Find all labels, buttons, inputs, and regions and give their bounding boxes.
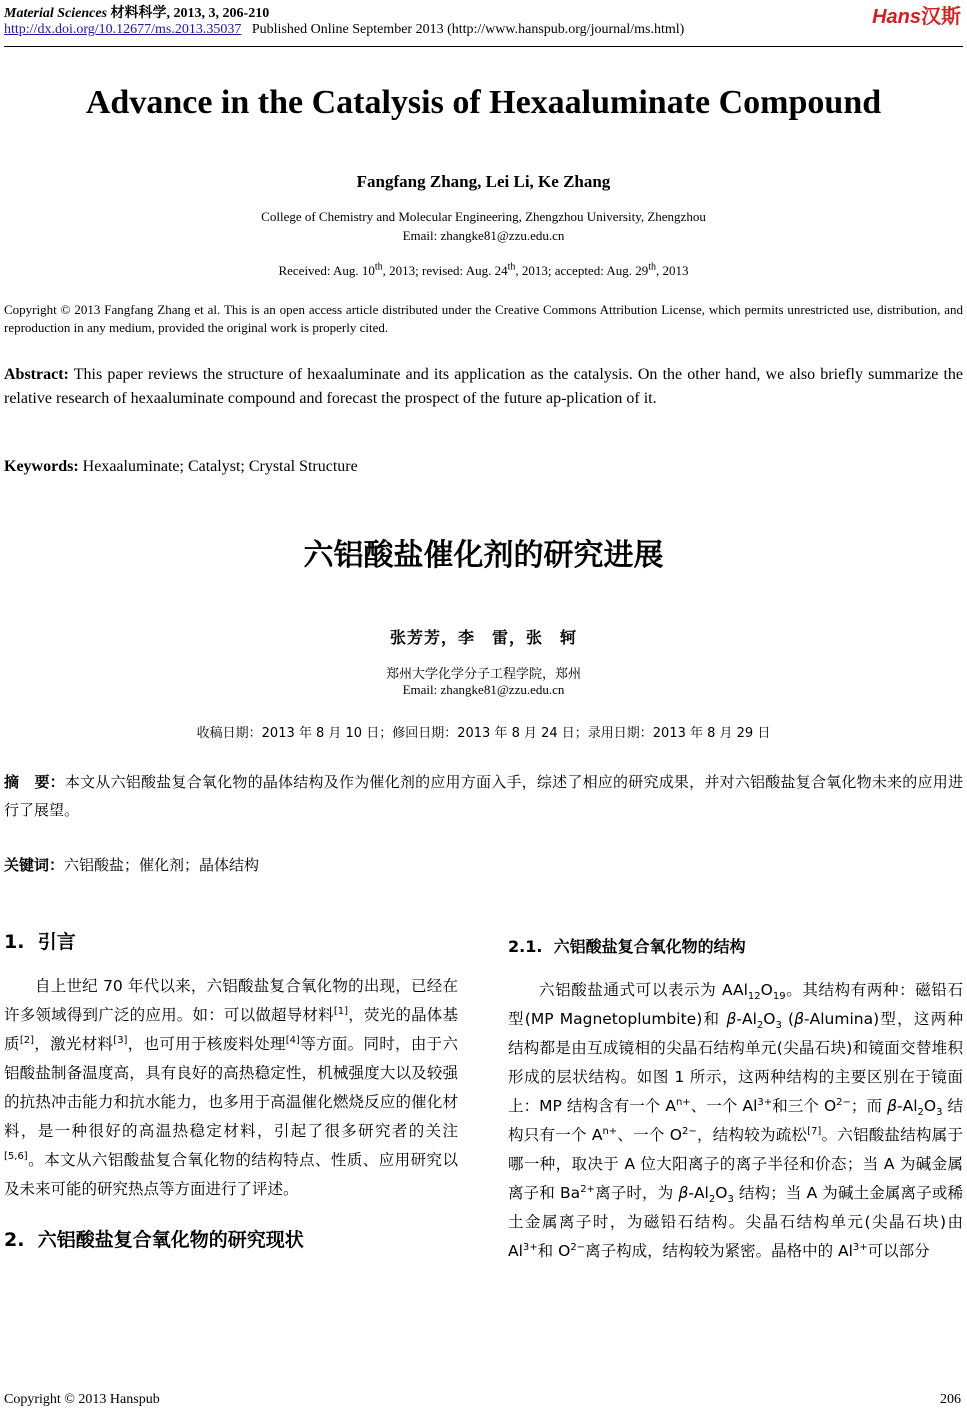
- keywords-en: [4, 455, 963, 479]
- doi-line: [4, 22, 684, 38]
- page-number: 206: [940, 1392, 961, 1407]
- section-2-1-heading: 2.1. 六铝酸盐复合氧化物的结构: [508, 937, 746, 956]
- abstract-text: This paper reviews the structure of hexaaluminate and its application as the catalysis. On the other hand, we also briefly summarize the relative research of hexaaluminate compound and forecast the prospect of the future ap-plication of it.: [4, 366, 963, 407]
- keywords-label: Keywords:: [4, 458, 79, 475]
- received-dates: Received: Aug. 10th, 2013; revised: Aug. 24th, 2013; accepted: Aug. 29th, 2013: [278, 261, 689, 278]
- section-1-heading: 1. 引言: [4, 931, 76, 953]
- section-2-heading: 2. 六铝酸盐复合氧化物的研究现状: [4, 1229, 304, 1251]
- journal-name-cn: 材料科学: [110, 5, 167, 21]
- title-cn: 六铝酸盐催化剂的研究进展: [303, 538, 664, 573]
- email-cn: Email: zhangke81@zzu.edu.cn: [402, 682, 565, 697]
- hans-logo: [872, 0, 961, 29]
- abstract-en: [4, 363, 963, 411]
- footer-copyright: Copyright © 2013 Hanspub: [4, 1392, 160, 1407]
- right-column: [508, 932, 963, 1266]
- logo-latin: Hans: [872, 6, 921, 28]
- left-column: [4, 928, 458, 1255]
- email-en: Email: zhangke81@zzu.edu.cn: [402, 228, 565, 243]
- keywords-cn: [4, 853, 963, 877]
- abstract-cn-text: 本文从六铝酸盐复合氧化物的晶体结构及作为催化剂的应用方面入手，综述了相应的研究成果，并对六铝酸盐复合氧化物未来的应用进行了展望。: [4, 773, 963, 819]
- title-en: Advance in the Catalysis of Hexaaluminate Compound: [85, 84, 882, 121]
- section-2-1-text: 六铝酸盐通式可以表示为 $AAl_{12}O_{19}$。其结构有两种：磁铅石型(MP Magnetoplumbite)和 $\beta-Al_2O_3$ (β-Alumina)型，这两种结构都是由互成镜相的尖晶石结构单元(尖晶石块)和镜面交替堆积形成的层状结构。如图 1 所示，这两种结构的主要区别在于镜面上：MP 结构含有一个 $A^{n+}$、一个 $Al^{3+}$和三个 $O^{2-}$；而 $\beta-Al_2O_3$ 结构只有一个 $A^{n+}$、一个 $O^{2-}$，结构较为疏松[7]。六铝酸盐结构属于哪一种，取决于 A 位大阳离子的离子半径和价态；当 A 为碱金属离子和 $Ba^{2+}$离子时，为 $\beta-Al_2O_3$ 结构；当 A 为碱土金属离子或稀土金属离子时，为磁铅石结构。尖晶石结构单元(尖晶石块)由 $Al^{3+}$和 $O^{2-}$离子构成，结构较为紧密。晶格中的 $Al^{3+}$可以部分: [508, 981, 964, 1260]
- authors-en: Fangfang Zhang, Lei Li, Ke Zhang: [356, 172, 611, 191]
- affiliation-en: College of Chemistry and Molecular Engineering, Zhengzhou University, Zhengzhou: [261, 209, 706, 224]
- logo-cn: 汉斯: [921, 6, 961, 28]
- header-rule: [4, 46, 963, 47]
- journal-header: [4, 2, 269, 22]
- dates-cn: 收稿日期：2013 年 8 月 10 日；修回日期：2013 年 8 月 24 日；录用日期：2013 年 8 月 29 日: [196, 726, 771, 741]
- doi-link[interactable]: http://dx.doi.org/10.12677/ms.2013.35037: [4, 22, 242, 37]
- authors-cn: 张芳芳，李 雷，张 轲: [389, 628, 577, 647]
- published-online: Published Online September 2013 (http://www.hanspub.org/journal/ms.html): [251, 22, 685, 37]
- abstract-cn: [4, 768, 963, 824]
- journal-name: Material Sciences: [4, 6, 108, 21]
- abstract-label: Abstract:: [4, 366, 69, 383]
- journal-citation: , 2013, 3, 206-210: [166, 6, 270, 21]
- abstract-cn-label: 摘 要：: [4, 773, 65, 791]
- keywords-text: Hexaaluminate; Catalyst; Crystal Structure: [78, 458, 358, 475]
- keywords-cn-text: 六铝酸盐；催化剂；晶体结构: [64, 856, 260, 874]
- section-1-text: 自上世纪 70 年代以来，六铝酸盐复合氧化物的出现，已经在许多领域得到广泛的应用。如：可以做超导材料[1]，荧光的晶体基质[2]，激光材料[3]，也可用于核废料处理[4]等方面。同时，由于六铝酸盐制备温度高，具有良好的高热稳定性，机械强度大以及较强的抗热冲击能力和抗水能力，也多用于高温催化燃烧反应的催化材料，是一种很好的高温热稳定材料，引起了很多研究者的关注[5,6]。本文从六铝酸盐复合氧化物的结构特点、性质、应用研究以及未来可能的研究热点等方面进行了评述。: [4, 977, 458, 1198]
- keywords-cn-label: 关键词：: [4, 856, 65, 874]
- affiliation-cn: 郑州大学化学分子工程学院，郑州: [385, 667, 581, 682]
- copyright-notice: Copyright © 2013 Fangfang Zhang et al. This is an open access article distributed under the Creative Commons Attribution License, which permits unrestricted use, distribution, and reproduction in any medium, provided the original work is properly cited.: [4, 302, 963, 335]
